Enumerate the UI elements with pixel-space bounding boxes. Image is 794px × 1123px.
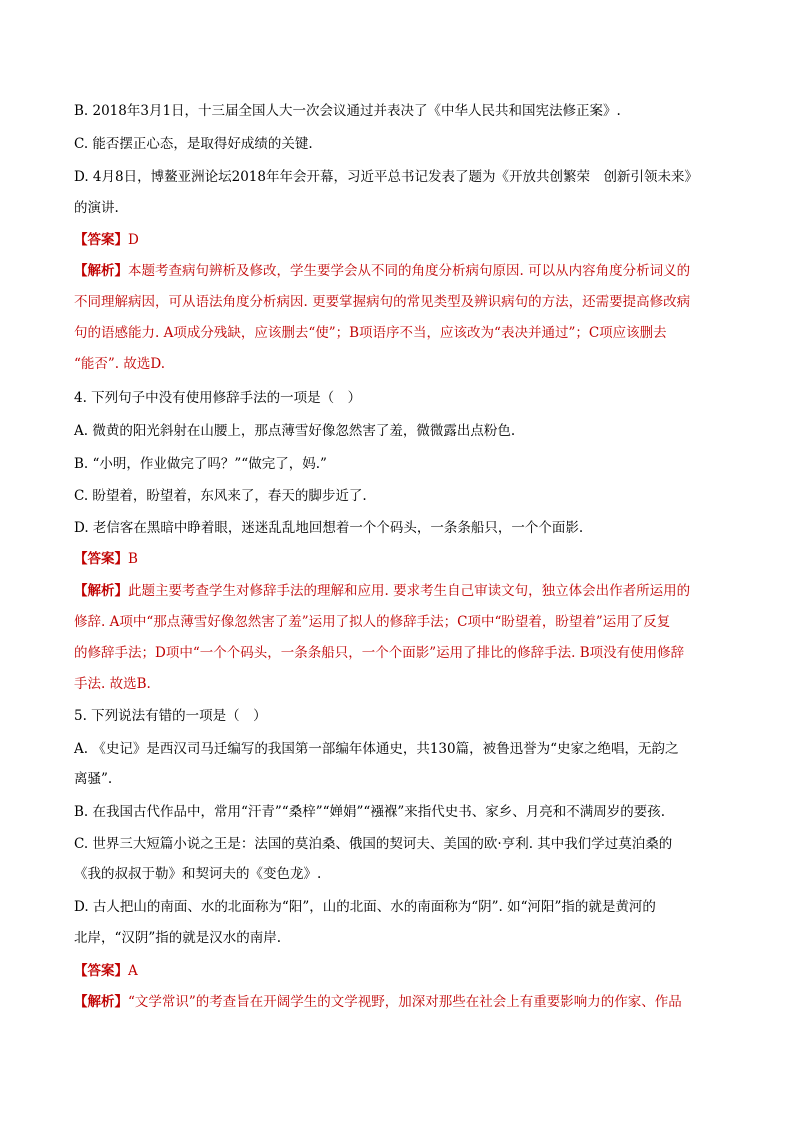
answer-value: A	[128, 963, 138, 979]
q4-explanation-line3: 的修辞手法；D项中“一个个码头，一条条船只，一个个面影”运用了排比的修辞手法. B项没有使用修辞	[74, 645, 685, 661]
answer-tag: 【答案】	[74, 551, 128, 567]
q4-explanation-line2: 修辞. A项中“那点薄雪好像忽然害了羞”运用了拟人的修辞手法；C项中“盼望着，盼望着”运用了反复	[74, 614, 671, 630]
q5-answer	[74, 961, 138, 981]
q4-answer	[74, 549, 138, 569]
q5-option-a-line2: 离骚”.	[74, 771, 113, 787]
q5-option-d-line1: D. 古人把山的南面、水的北面称为“阳”，山的北面、水的南面称为“阴”. 如“河阳”指的就是黄河的	[74, 899, 656, 915]
q4-explanation-line4: 手法. 故选B.	[74, 676, 151, 692]
q4-option-a: A. 微黄的阳光斜射在山腰上，那点薄雪好像忽然害了羞，微微露出点粉色.	[74, 423, 516, 439]
q3-explanation-line1: 【解析】本题考查病句辨析及修改，学生要学会从不同的角度分析病句原因. 可以从内容角度分析词义的	[74, 263, 691, 279]
q5-stem: 5. 下列说法有错的一项是（ ）	[74, 708, 267, 724]
answer-tag: 【答案】	[74, 963, 128, 979]
q5-option-d-line2: 北岸，“汉阴”指的就是汉水的南岸.	[74, 930, 282, 946]
q5-option-b: B. 在我国古代作品中，常用“汗青”“桑梓”“婵娟”“襁褓”来指代史书、家乡、月亮和不满周岁的要孩.	[74, 804, 666, 820]
explanation-tag: 【解析】	[74, 583, 128, 599]
q3-option-b: B. 2018年3月1日，十三届全国人大一次会议通过并表决了《中华人民共和国宪法修正案》.	[74, 103, 621, 119]
q4-option-d: D. 老信客在黑暗中睁着眼，迷迷乱乱地回想着一个个码头，一条条船只，一个个面影.	[74, 520, 584, 536]
q3-explanation-line3: 句的语感能力. A项成分残缺，应该删去“使”；B项语序不当，应该改为“表决并通过”；C项应该删去	[74, 325, 667, 341]
q5-option-c-line2: 《我的叔叔于勒》和契诃夫的《变色龙》.	[74, 866, 322, 882]
q4-option-c: C. 盼望着，盼望着，东风来了，春天的脚步近了.	[74, 488, 367, 504]
q5-option-c-line1: C. 世界三大短篇小说之王是：法国的莫泊桑、俄国的契诃夫、美国的欧·亨利. 其中我们学过莫泊桑的	[74, 836, 673, 852]
q3-option-d-line2: 的演讲.	[74, 200, 119, 216]
q3-explanation-line4: “能否”. 故选D.	[74, 356, 166, 372]
explanation-tag: 【解析】	[74, 994, 128, 1010]
explanation-tag: 【解析】	[74, 263, 128, 279]
q3-explanation-line2: 不同理解病因，可从语法角度分析病因. 更要掌握病句的常见类型及辨识病句的方法，还需要提高修改病	[74, 294, 691, 310]
q5-option-a-line1: A. 《史记》是西汉司马迁编写的我国第一部编年体通史，共130篇，被鲁迅誉为“史家之绝唱，无韵之	[74, 741, 679, 757]
q3-option-c: C. 能否摆正心态，是取得好成绩的关键.	[74, 136, 313, 152]
q4-explanation-line1: 【解析】此题主要考查学生对修辞手法的理解和应用. 要求考生自己审读文句，独立体会出作者所运用的	[74, 583, 691, 599]
q3-option-d-line1: D. 4月8日，博鳌亚洲论坛2018年年会开幕，习近平总书记发表了题为《开放共创繁荣 创新引领未来》	[74, 169, 698, 185]
answer-tag: 【答案】	[74, 232, 128, 248]
q4-option-b: B. “小明，作业做完了吗？”“做完了，妈.”	[74, 456, 327, 472]
answer-value: D	[128, 232, 139, 248]
q4-stem: 4. 下列句子中没有使用修辞手法的一项是（ ）	[74, 390, 362, 406]
q3-answer	[74, 230, 139, 250]
answer-value: B	[128, 551, 138, 567]
q5-explanation-line1: 【解析】“文学常识”的考查旨在开阔学生的文学视野，加深对那些在社会上有重要影响力的作家、作品	[74, 994, 682, 1010]
